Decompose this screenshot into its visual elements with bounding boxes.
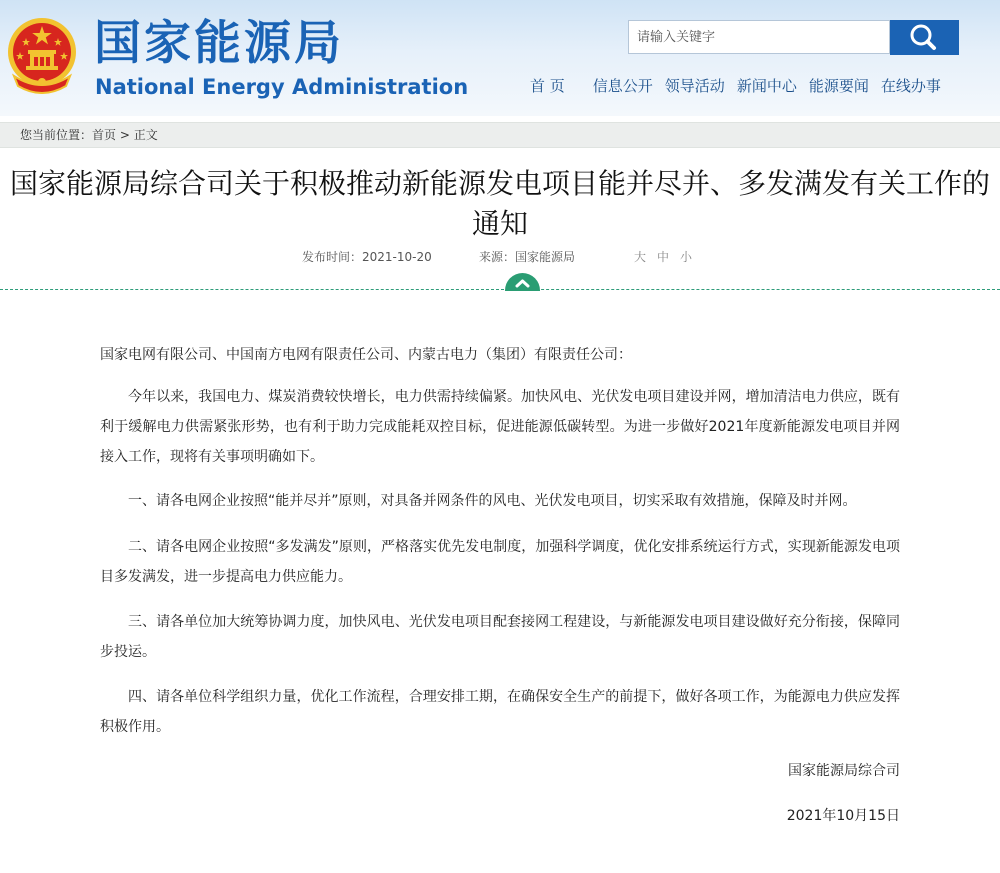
national-emblem-icon bbox=[6, 14, 78, 94]
font-size-controls bbox=[634, 248, 703, 265]
nav-online-services[interactable]: 在线办事 bbox=[880, 77, 941, 95]
breadcrumb-separator: > bbox=[116, 128, 134, 142]
search-input[interactable] bbox=[628, 20, 890, 54]
signature: 国家能源局综合司 bbox=[788, 763, 900, 779]
paragraph-item-4: 四、请各单位科学组织力量，优化工作流程，合理安排工期，在确保安全生产的前提下，做好各项工作，为能源电力供应发挥积极作用。 bbox=[100, 689, 900, 735]
site-header bbox=[0, 0, 1000, 116]
font-size-small[interactable]: 小 bbox=[680, 250, 693, 264]
font-size-large[interactable]: 大 bbox=[634, 250, 647, 264]
paragraph-item-2: 二、请各电网企业按照“多发满发”原则，严格落实优先发电制度，加强科学调度，优化安排系统运行方式，实现新能源发电项目多发满发，进一步提高电力供应能力。 bbox=[100, 539, 900, 585]
breadcrumb-home-link[interactable]: 首页 bbox=[92, 128, 117, 142]
salutation: 国家电网有限公司、中国南方电网有限责任公司、内蒙古电力（集团）有限责任公司： bbox=[100, 347, 632, 363]
main-nav bbox=[530, 74, 953, 98]
article-title: 国家能源局综合司关于积极推动新能源发电项目能并尽并、多发满发有关工作的通知 bbox=[10, 167, 991, 240]
nav-energy-news[interactable]: 能源要闻 bbox=[808, 77, 869, 95]
collapse-button[interactable] bbox=[505, 273, 540, 291]
search-button[interactable] bbox=[890, 20, 959, 55]
paragraph-intro: 今年以来，我国电力、煤炭消费较快增长，电力供需持续偏紧。加快风电、光伏发电项目建设并网，增加清洁电力供应，既有利于缓解电力供需紧张形势，也有利于助力完成能耗双控目标，促进能源低碳转型。为进一步做好2021年度新能源发电项目并网接入工作，现将有关事项明确如下。 bbox=[100, 389, 900, 465]
site-title-cn[interactable]: 国家能源局 bbox=[94, 16, 344, 71]
publish-time: 发布时间：2021-10-20 bbox=[302, 250, 432, 264]
font-size-medium[interactable]: 中 bbox=[657, 250, 670, 264]
search-icon bbox=[890, 20, 959, 55]
nav-news-center[interactable]: 新闻中心 bbox=[736, 77, 797, 95]
nav-info-disclosure[interactable]: 信息公开 bbox=[592, 77, 653, 95]
paragraph-item-1: 一、请各电网企业按照“能并尽并”原则，对具备并网条件的风电、光伏发电项目，切实采取有效措施，保障及时并网。 bbox=[128, 493, 857, 509]
article-source: 来源：国家能源局 bbox=[479, 250, 576, 264]
nav-leader-activities[interactable]: 领导活动 bbox=[664, 77, 725, 95]
title-divider bbox=[0, 289, 1000, 290]
breadcrumb-label: 您当前位置： bbox=[20, 128, 93, 142]
signature-date: 2021年10月15日 bbox=[786, 808, 900, 824]
site-title-en[interactable]: National Energy Administration bbox=[95, 75, 469, 99]
breadcrumb bbox=[0, 122, 1000, 148]
paragraph-item-3: 三、请各单位加大统筹协调力度，加快风电、光伏发电项目配套接网工程建设，与新能源发电项目建设做好充分衔接，保障同步投运。 bbox=[100, 614, 900, 660]
nav-home[interactable]: 首 页 bbox=[530, 77, 565, 95]
chevron-up-icon bbox=[505, 273, 540, 291]
breadcrumb-current: 正文 bbox=[133, 128, 158, 142]
